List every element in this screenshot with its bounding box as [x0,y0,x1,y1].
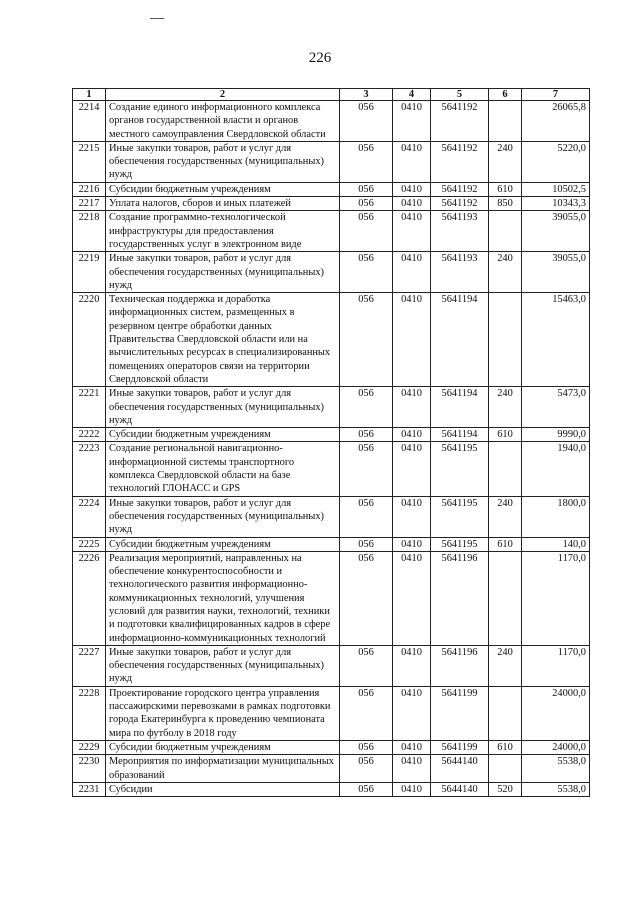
row-expense-type [489,551,522,645]
row-ministry-code: 056 [340,537,393,551]
table-row [73,755,590,783]
row-target-code: 5641193 [431,252,489,293]
row-amount: 1170,0 [522,551,590,645]
row-ministry-code: 056 [340,442,393,496]
row-number: 2220 [73,293,106,387]
row-expense-type: 240 [489,496,522,537]
row-amount: 39055,0 [522,252,590,293]
row-target-code: 5641195 [431,442,489,496]
row-number: 2214 [73,101,106,142]
table-row [73,686,590,740]
row-number: 2227 [73,645,106,686]
table-row [73,387,590,428]
row-target-code: 5641194 [431,387,489,428]
row-name: Техническая поддержка и доработка информационных систем, размещенных в резервном центре обработки данных Правительства Свердловской области или на вычислительных ресурсах в специализированных помещениях операторов связи на территории Свердловской области [106,293,340,387]
row-section-code: 0410 [393,782,431,796]
row-number: 2229 [73,740,106,754]
table-row [73,496,590,537]
row-amount: 5538,0 [522,755,590,783]
row-target-code: 5641196 [431,551,489,645]
row-number: 2224 [73,496,106,537]
row-expense-type [489,211,522,252]
col-header-1: 1 [73,89,106,101]
row-expense-type: 610 [489,740,522,754]
row-ministry-code: 056 [340,551,393,645]
row-number: 2217 [73,197,106,211]
row-target-code: 5641194 [431,293,489,387]
row-ministry-code: 056 [340,782,393,796]
row-section-code: 0410 [393,293,431,387]
table-row [73,782,590,796]
row-name: Субсидии бюджетным учреждениям [106,537,340,551]
table-row [73,293,590,387]
row-amount: 5220,0 [522,141,590,182]
budget-table [72,88,590,797]
col-header-7: 7 [522,89,590,101]
row-number: 2215 [73,141,106,182]
row-amount: 5538,0 [522,782,590,796]
col-header-3: 3 [340,89,393,101]
row-ministry-code: 056 [340,293,393,387]
row-amount: 1800,0 [522,496,590,537]
row-expense-type [489,293,522,387]
table-row [73,252,590,293]
row-number: 2228 [73,686,106,740]
row-amount: 5473,0 [522,387,590,428]
row-expense-type: 240 [489,645,522,686]
row-ministry-code: 056 [340,197,393,211]
row-section-code: 0410 [393,197,431,211]
row-ministry-code: 056 [340,740,393,754]
row-name: Иные закупки товаров, работ и услуг для обеспечения государственных (муниципальных) нужд [106,496,340,537]
row-ministry-code: 056 [340,387,393,428]
row-ministry-code: 056 [340,252,393,293]
row-ministry-code: 056 [340,428,393,442]
table-row [73,740,590,754]
row-section-code: 0410 [393,496,431,537]
row-target-code: 5641199 [431,686,489,740]
row-amount: 1170,0 [522,645,590,686]
table-row [73,551,590,645]
row-target-code: 5644140 [431,755,489,783]
row-name: Реализация мероприятий, направленных на обеспечение конкурентоспособности и технологического развития информационно-коммуникационных технологий, улучшения условий для развития науки, технологий, техники и подготовки квалифицированных кадров в сфере информационно-коммуникационных технологий [106,551,340,645]
row-target-code: 5641192 [431,101,489,142]
row-name: Субсидии бюджетным учреждениям [106,740,340,754]
row-amount: 24000,0 [522,686,590,740]
col-header-5: 5 [431,89,489,101]
row-section-code: 0410 [393,182,431,196]
row-expense-type: 610 [489,182,522,196]
col-header-4: 4 [393,89,431,101]
scan-artifact [150,18,164,19]
row-target-code: 5641192 [431,197,489,211]
row-expense-type: 850 [489,197,522,211]
row-amount: 10343,3 [522,197,590,211]
page-number: 226 [308,50,332,66]
row-section-code: 0410 [393,211,431,252]
row-expense-type [489,442,522,496]
row-expense-type: 240 [489,252,522,293]
row-ministry-code: 056 [340,755,393,783]
row-target-code: 5641192 [431,141,489,182]
row-expense-type: 610 [489,537,522,551]
row-number: 2223 [73,442,106,496]
row-name: Уплата налогов, сборов и иных платежей [106,197,340,211]
row-name: Иные закупки товаров, работ и услуг для обеспечения государственных (муниципальных) нужд [106,645,340,686]
col-header-2: 2 [106,89,340,101]
row-name: Иные закупки товаров, работ и услуг для обеспечения государственных (муниципальных) нужд [106,387,340,428]
row-amount: 9990,0 [522,428,590,442]
col-header-6: 6 [489,89,522,101]
row-section-code: 0410 [393,686,431,740]
table-row [73,101,590,142]
row-amount: 26065,8 [522,101,590,142]
row-target-code: 5644140 [431,782,489,796]
row-amount: 10502,5 [522,182,590,196]
row-number: 2216 [73,182,106,196]
row-amount: 24000,0 [522,740,590,754]
row-number: 2231 [73,782,106,796]
table-row [73,428,590,442]
row-ministry-code: 056 [340,101,393,142]
row-target-code: 5641196 [431,645,489,686]
row-target-code: 5641199 [431,740,489,754]
row-ministry-code: 056 [340,182,393,196]
table-row [73,182,590,196]
row-target-code: 5641194 [431,428,489,442]
row-number: 2222 [73,428,106,442]
row-amount: 140,0 [522,537,590,551]
row-expense-type: 240 [489,387,522,428]
table-row [73,211,590,252]
row-target-code: 5641193 [431,211,489,252]
row-section-code: 0410 [393,442,431,496]
row-target-code: 5641192 [431,182,489,196]
row-expense-type [489,101,522,142]
table-row [73,645,590,686]
row-expense-type [489,755,522,783]
row-name: Создание единого информационного комплекса органов государственной власти и органов местного самоуправления Свердловской области [106,101,340,142]
row-amount: 15463,0 [522,293,590,387]
row-name: Создание региональной навигационно-информационной системы транспортного комплекса Свердловской области на базе технологий ГЛОНАСС и GPS [106,442,340,496]
row-name: Создание программно-технологической инфраструктуры для предоставления государственных услуг в электронном виде [106,211,340,252]
row-number: 2230 [73,755,106,783]
row-name: Иные закупки товаров, работ и услуг для обеспечения государственных (муниципальных) нужд [106,141,340,182]
row-name: Субсидии бюджетным учреждениям [106,182,340,196]
row-target-code: 5641195 [431,496,489,537]
row-name: Субсидии бюджетным учреждениям [106,428,340,442]
table-row [73,537,590,551]
table-row [73,141,590,182]
row-target-code: 5641195 [431,537,489,551]
row-section-code: 0410 [393,428,431,442]
row-expense-type: 240 [489,141,522,182]
row-section-code: 0410 [393,252,431,293]
row-section-code: 0410 [393,537,431,551]
row-expense-type: 520 [489,782,522,796]
row-section-code: 0410 [393,645,431,686]
row-amount: 39055,0 [522,211,590,252]
row-number: 2219 [73,252,106,293]
row-name: Проектирование городского центра управления пассажирскими перевозками в рамках подготовки города Екатеринбурга к проведению чемпионата мира по футболу в 2018 году [106,686,340,740]
table-header-row [73,89,590,101]
row-section-code: 0410 [393,740,431,754]
row-section-code: 0410 [393,141,431,182]
row-expense-type: 610 [489,428,522,442]
row-section-code: 0410 [393,387,431,428]
row-ministry-code: 056 [340,211,393,252]
row-name: Иные закупки товаров, работ и услуг для обеспечения государственных (муниципальных) нужд [106,252,340,293]
row-number: 2225 [73,537,106,551]
table-row [73,197,590,211]
row-number: 2218 [73,211,106,252]
table-row [73,442,590,496]
row-amount: 1940,0 [522,442,590,496]
row-section-code: 0410 [393,551,431,645]
row-number: 2221 [73,387,106,428]
row-section-code: 0410 [393,101,431,142]
row-section-code: 0410 [393,755,431,783]
row-number: 2226 [73,551,106,645]
row-name: Субсидии [106,782,340,796]
row-expense-type [489,686,522,740]
row-ministry-code: 056 [340,686,393,740]
row-ministry-code: 056 [340,141,393,182]
row-ministry-code: 056 [340,645,393,686]
row-name: Мероприятия по информатизации муниципальных образований [106,755,340,783]
row-ministry-code: 056 [340,496,393,537]
